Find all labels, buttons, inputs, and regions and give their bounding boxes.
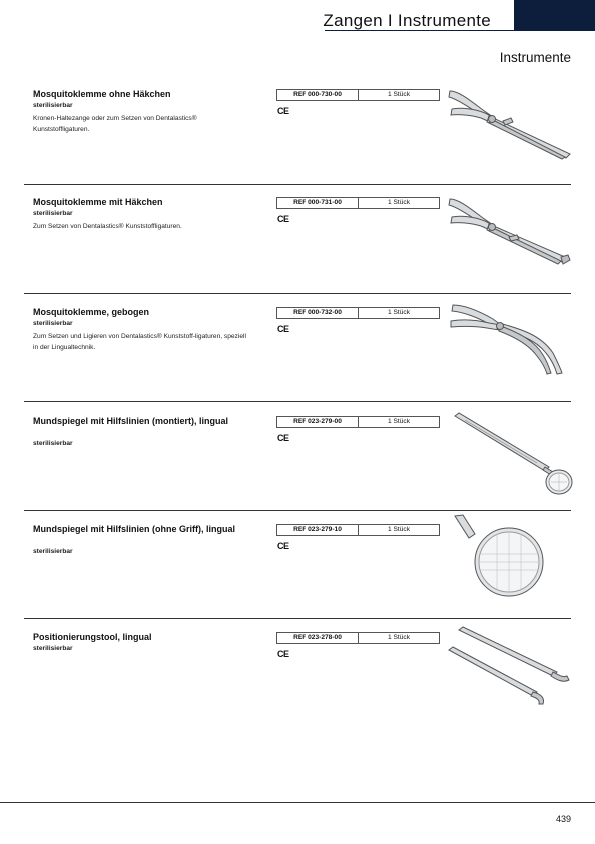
ref-number: REF 023-278-00 (293, 634, 342, 641)
product-sterilizable: sterilisierbar (33, 320, 73, 327)
ce-mark: CE (277, 214, 289, 224)
section-divider (24, 510, 571, 511)
quantity: 1 Stück (358, 417, 439, 427)
hooked-clamp-icon (445, 185, 575, 280)
mirror-head-icon (445, 512, 575, 607)
product-name: Mosquitoklemme, gebogen (33, 307, 150, 317)
product-sterilizable: sterilisierbar (33, 440, 73, 447)
section-title: Instrumente (499, 50, 571, 65)
product-name: Positionierungstool, lingual (33, 632, 152, 642)
ref-table (276, 197, 440, 209)
section-divider (24, 618, 571, 619)
ce-mark: CE (277, 106, 289, 116)
product-name: Mundspiegel mit Hilfslinien (ohne Griff), lingual (33, 524, 235, 534)
ref-table (276, 89, 440, 101)
straight-clamp-icon (445, 77, 575, 172)
ref-table (276, 524, 440, 536)
header-rule (325, 30, 595, 31)
ref-number: REF 000-730-00 (293, 91, 342, 98)
ce-mark: CE (277, 649, 289, 659)
curved-clamp-icon (445, 295, 575, 390)
product-sterilizable: sterilisierbar (33, 210, 73, 217)
product-name: Mosquitoklemme mit Häkchen (33, 197, 163, 207)
ref-table (276, 416, 440, 428)
mouth-mirror-icon (445, 404, 575, 499)
ce-mark: CE (277, 433, 289, 443)
quantity: 1 Stück (358, 198, 439, 208)
ce-mark: CE (277, 541, 289, 551)
product-description: Zum Setzen und Ligieren von Dentalastics® Kunststoff-ligaturen, speziell in der Lingualtechnik. (33, 333, 246, 351)
section-divider (24, 401, 571, 402)
ref-number: REF 023-279-00 (293, 418, 342, 425)
product-description: Zum Setzen von Dentalastics® Kunststoffligaturen. (33, 223, 182, 230)
product-sterilizable: sterilisierbar (33, 102, 73, 109)
page-number: 439 (555, 814, 571, 824)
quantity: 1 Stück (358, 90, 439, 100)
ref-number: REF 000-732-00 (293, 309, 342, 316)
header-color-bar (514, 0, 595, 30)
quantity: 1 Stück (358, 633, 439, 643)
ce-mark: CE (277, 324, 289, 334)
ref-number: REF 023-279-10 (293, 526, 342, 533)
footer-rule (0, 802, 595, 803)
product-sterilizable: sterilisierbar (33, 645, 73, 652)
page-title: Zangen I Instrumente (323, 11, 491, 30)
ref-table (276, 632, 440, 644)
positioning-tool-icon (445, 620, 575, 715)
product-sterilizable: sterilisierbar (33, 548, 73, 555)
section-divider (24, 293, 571, 294)
quantity: 1 Stück (358, 525, 439, 535)
quantity: 1 Stück (358, 308, 439, 318)
product-description: Kronen-Haltezange oder zum Setzen von Dentalastics® Kunststoffligaturen. (33, 115, 197, 133)
ref-number: REF 000-731-00 (293, 199, 342, 206)
product-name: Mundspiegel mit Hilfslinien (montiert), lingual (33, 416, 229, 426)
ref-table (276, 307, 440, 319)
product-name: Mosquitoklemme ohne Häkchen (33, 89, 171, 99)
